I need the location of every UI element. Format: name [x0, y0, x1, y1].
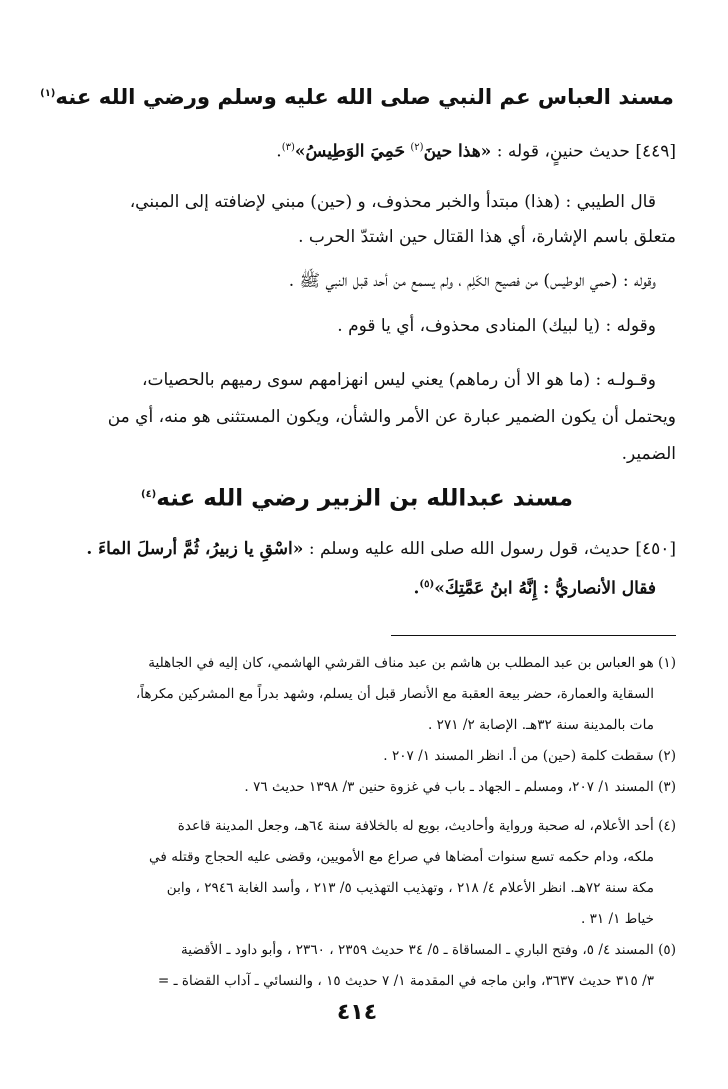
footnote-ref: (١) — [40, 88, 56, 99]
page-number: ٤١٤ — [336, 1000, 378, 1025]
footnote-line: ٣/ ٣١٥ حديث ٣٦٣٧، وابن ماجه في المقدمة ١/ ٧ حديث ١٥ ، والنسائي ـ آداب القضاة ـ = — [157, 973, 654, 989]
footnote-line: مكة سنة ٧٢هـ. انظر الأعلام ٤/ ٢١٨ ، وتهذيب التهذيب ٥/ ٢١٣ ، وأسد الغابة ٢٩٤٦ ، وابن — [166, 880, 654, 896]
hadith-number: [٤٤٩] — [635, 141, 676, 162]
punctuation: . — [413, 578, 420, 599]
footnote-line: (٢) سقطت كلمة (حين) من أ. انظر المسند ١/ ٢٠٧ . — [383, 748, 676, 764]
footnote-line: خياط ١/ ٣١ . — [580, 911, 654, 927]
footnote-ref: (٤) — [140, 489, 157, 500]
book-page — [38, 0, 676, 1089]
body-line: ويحتمل أن يكون الضمير عبارة عن الأمر والشأن، ويكون المستثنى هو منه، أي من — [107, 407, 676, 427]
body-line: قال الطيبي : (هذا) مبتدأ والخبر محذوف، و (حين) مبني لإضافته إلى المبني، — [129, 192, 656, 212]
section-heading-zubair — [38, 479, 676, 515]
footnote-line: (٥) المسند ٤/ ٥، وفتح الباري ـ المساقاة ـ ٥/ ٣٤ حديث ٢٣٥٩ ، ٢٣٦٠ ، وأبو داود ـ الأقضية — [180, 942, 676, 958]
hadith-450 — [38, 534, 676, 564]
hadith-number: [٤٥٠] — [635, 539, 676, 559]
body-line: الضمير. — [621, 444, 676, 464]
hadith-intro: حديث حنينٍ، قوله : — [496, 141, 630, 162]
hadith-quote: حَمِيَ الوَطِيسُ» — [294, 141, 405, 162]
footnote-line: مات بالمدينة سنة ٣٢هـ. الإصابة ٢/ ٢٧١ . — [428, 717, 654, 733]
footnote-line: السقاية والعمارة، حضر بيعة العقبة مع الأنصار قبل أن يسلم، وشهد بدراً مع المشركين مكرهاً، — [135, 686, 654, 702]
section-heading-abbas — [38, 78, 676, 113]
footnote-divider — [391, 635, 676, 636]
body-line: وقوله : (يا لبيك) المنادى محذوف، أي يا قوم . — [337, 316, 656, 336]
footnote-line: (٤) أحد الأعلام، له صحبة ورواية وأحاديث، بويع له بالخلافة سنة ٦٤هـ، وجعل المدينة قاعدة — [177, 818, 676, 834]
hadith-450-line2 — [38, 570, 676, 604]
hadith-449 — [38, 133, 676, 167]
footnote-ref: (٢) — [410, 142, 424, 153]
heading-text: مسند عبدالله بن الزبير رضي الله عنه — [156, 485, 573, 512]
footnote-line: (١) هو العباس بن عبد المطلب بن هاشم بن عبد مناف القرشي الهاشمي، كان إليه في الجاهلية — [148, 655, 676, 671]
hadith-quote: «هذا حينَ — [423, 141, 492, 162]
hadith-quote: فقال الأنصاريُّ : إِنَّهُ ابنُ عَمَّتِكَ» — [434, 578, 656, 599]
footnote-ref: (٣) — [281, 142, 295, 153]
hadith-intro: حديث، قول رسول الله صلى الله عليه وسلم : — [308, 539, 630, 559]
body-line: وقوله : (حمي الوطيس) من فصيح الكَلِم ، ولم يسمع من أحد قبل النبي ﷺ . — [288, 271, 656, 291]
footnote-line: (٣) المسند ١/ ٢٠٧، ومسلم ـ الجهاد ـ باب في غزوة حنين ٣/ ١٣٩٨ حديث ٧٦ . — [244, 779, 676, 795]
body-line: وقـولـه : (ما هو الا أن رماهم) يعني ليس انهزامهم سوى رميهم بالحصيات، — [141, 370, 656, 390]
body-line: متعلق باسم الإشارة، أي هذا القتال حين اشتدّ الحرب . — [298, 227, 676, 247]
punctuation: . — [276, 141, 282, 162]
footnote-line: ملكه، ودام حكمه تسع سنوات أمضاها في صراع مع الأمويين، وقضى عليه الحجاج وقتله في — [149, 849, 654, 865]
hadith-quote: «اسْقِ يا زبيرُ، ثُمَّ أرسلَ الماءَ . — [86, 539, 304, 559]
heading-text: مسند العباس عم النبي صلى الله عليه وسلم ورضي الله عنه — [55, 84, 674, 110]
footnote-ref: (٥) — [419, 579, 435, 590]
